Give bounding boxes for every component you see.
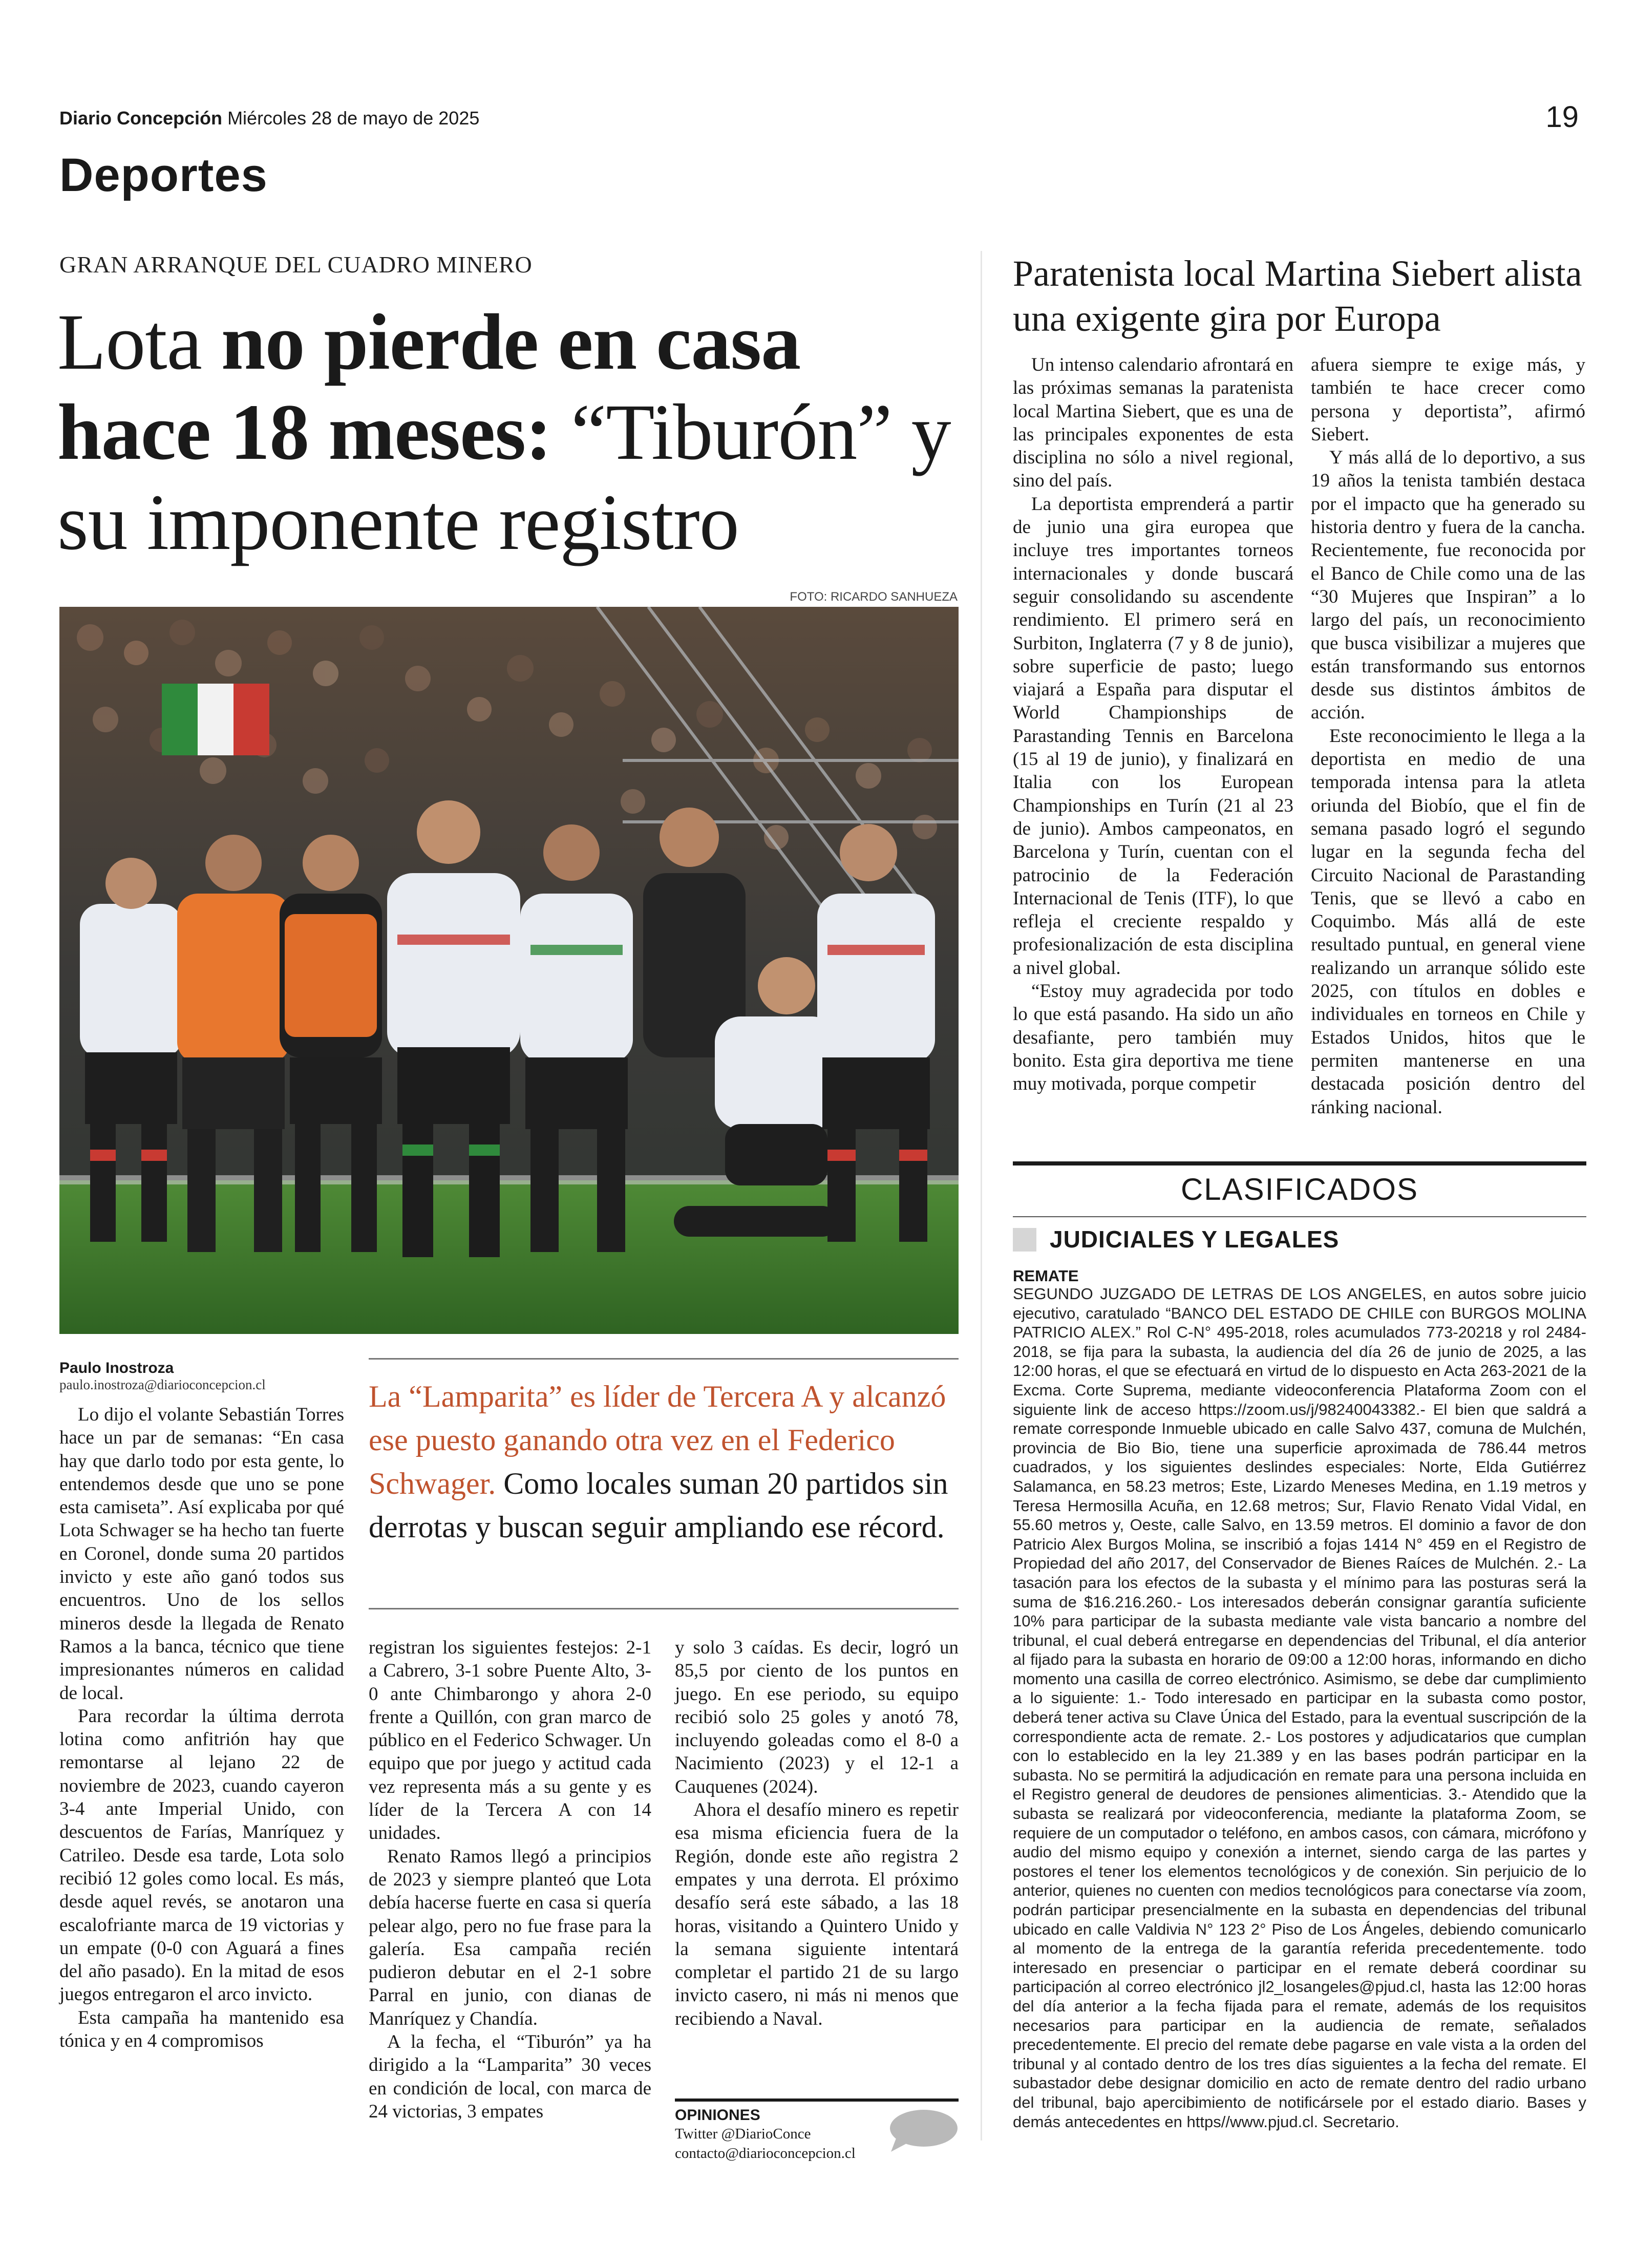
divider xyxy=(1013,1216,1586,1217)
notice-label: REMATE xyxy=(1013,1267,1079,1285)
speech-bubble-icon xyxy=(887,2109,959,2153)
side-column-1 xyxy=(1013,353,1293,1096)
opinions-heading: OPINIONES xyxy=(675,2107,760,2124)
square-icon xyxy=(1013,1228,1036,1252)
deck-text: Como locales suman 20 partidos sin derrotas y buscan seguir ampliando ese récord. xyxy=(369,1467,948,1544)
classifieds-rule xyxy=(1013,1161,1586,1165)
paragraph: Un intenso calendario afrontará en las próximas semanas la paratenista local Martina Siebert, que es una de las principales exponentes de esta disciplina no sólo a nivel regional, sino del país. xyxy=(1013,354,1293,492)
story-deck xyxy=(369,1375,958,1549)
kicker: GRAN ARRANQUE DEL CUADRO MINERO xyxy=(59,251,533,278)
column-divider xyxy=(981,251,982,2140)
author-name: Paulo Inostroza xyxy=(59,1360,174,1376)
issue-date: Miércoles 28 de mayo de 2025 xyxy=(227,108,480,129)
deck-highlight: La “Lamparita” es líder de Tercera A y alcanzó ese puesto ganando otra vez en el Federico Schwager. xyxy=(369,1380,946,1500)
classifieds-subtitle: JUDICIALES Y LEGALES xyxy=(1050,1226,1340,1253)
paragraph: Este reconocimiento le llega a la deportista en medio de una temporada intensa para la atleta oriunda del Biobío, que el fin de semana pasado logró el segundo lugar en la segunda fecha del Circuito Nacional de Parastanding Tenis, que se llevó a cabo en Coquimbo. Más allá de este resultado puntual, en general viene realizando un arranque sólido este 2025, con títulos en dobles e individuales en torneos en Chile y Estados Unidos, hitos que le permiten mantenerse en una destacada posición dentro del ránking nacional. xyxy=(1311,725,1585,1118)
main-headline xyxy=(57,297,969,567)
newspaper-name: Diario Concepción xyxy=(59,108,223,129)
article-column-2 xyxy=(369,1636,651,2123)
headline-part: “Tiburón” y su imponente registro xyxy=(57,388,951,566)
paragraph: Ahora el desafío minero es repetir esa misma eficiencia fuera de la Región, donde este año registra 2 empates y una derrota. El próximo desafío será este sábado, a las 18 horas, visitando a Quintero Unido y la semana siguiente intentará completar el partido 21 de su largo invicto casero, ni más ni menos que recibiendo a Naval. xyxy=(675,1799,959,2029)
classifieds-title: CLASIFICADOS xyxy=(1180,1172,1419,1206)
headline-part: Lota xyxy=(57,298,221,386)
team-celebration-photo xyxy=(59,607,959,1334)
legal-notice-text: SEGUNDO JUZGADO DE LETRAS DE LOS ANGELES, en autos sobre juicio ejecutivo, caratulado “BANCO DEL ESTADO DE CHILE con BURGOS MOLINA PATRICIO ALEX.” Rol C-N° 495-2018, roles acumulados 773-20218 y rol 2484- 2018, se fija para la subasta, la audiencia del día 26 de junio de 2025, a las 12:00 horas, el que se efectuará en virtud de lo dispuesto en Acta 263-2021 de la Excma. Corte Suprema, mediante videoconferencia Plataforma Zoom con el siguiente link de acceso https://zoom.us/j/98240043382.- El bien que saldrá a remate corresponde Inmueble ubicado en calle Salvo 437, comuna de Mulchén, provincia de Bio Bio, tiene una superficie aproximada de 786.44 metros cuadrados, y los siguientes deslindes especiales: Norte, Elda Gutiérrez Salamanca, en 58.23 metros; Este, Lizardo Meneses Medina, en 1.19 metros y Teresa Hermosilla Acuña, en 12.68 metros; Sur, Flavio Renato Vidal Vidal, en 55.60 metros y, Oeste, calle Salvo, en 13.59 metros. El dominio a favor de don Patricio Alex Burgos Molina, se inscribió a fojas 1414 N° 459 en el Registro de Propiedad del año 2017, del Conservador de Bienes Raíces de Mulchén. 2.- La tasación para los efectos de la subasta y el mínimo para las posturas será la suma de $16.216.260.- Los interesados deberán consignar garantía suficiente 10% para participar de la subasta mediante vale vista bancario a nombre del tribunal, el cual deberá entregarse en dependencias del Tribunal, el día anterior al fijado para la subasta en horario de 09:00 a 12:00 horas, informando en dicho momento una casilla de correo electrónico. Asimismo, se debe dar cumplimiento a lo siguiente: 1.- Todo interesado en participar en la subasta como postor, deberá tener activa su Clave Única del Estado, para la eventual suscripción de la correspondiente acta de remate. 2.- Los postores y adjudicatarios que cumplan con lo establecido en la ley 21.389 y en las bases podrán participar en la subasta. No se permitirá la adjudicación en remate para una persona incluida en el Registro general de deudores de pensiones alimenticias. 3.- Atendido que la subasta se realizará por videoconferencia, mediante la plataforma Zoom, se requiere de un computador o teléfono, en ambos casos, con cámara, micrófono y audio del mismo equipo y conexión a internet, siendo carga de las partes y postores el tener los elementos tecnológicos y de conexión. Sin perjuicio de lo anterior, quienes no cuenten con medios tecnológicos para conectarse vía zoom, podrán participar presencialmente en la subasta en dependencias del tribunal ubicado en calle Valdivia N° 123 2° Piso de Los Ángeles, debiendo comunicarlo al momento de la entrega de la garantía referida precedentemente. todo interesado en presenciar o participar en el remate deberá coordinar su participación al correo electrónico jl2_losangeles@pjud.cl, hasta las 12:00 horas del día anterior a la fecha fijada para el remate, además de los requisitos necesarios para participar en la audiencia de remate, señalados precedentemente. El precio del remate debe pagarse en vale vista a la orden del tribunal y al contado dentro de los tres días siguientes a la fecha del remate. El subastador debe designar domicilio en acto de remate dentro del radio urbano del tribunal, bajo apercibimiento de notificársele por el estado diario. Bases y demás antecedentes en https//www.pjud.cl. Secretario. xyxy=(1013,1285,1586,2131)
opinions-rule xyxy=(675,2099,959,2102)
paragraph: Y más allá de lo deportivo, a sus 19 años la tenista también destaca por el impacto que ha generado su historia dentro y fuera de la cancha. Recientemente, fue reconocida por el Banco de Chile como una de las “30 Mujeres que Inspiran” a lo largo del país, un reconocimiento que busca visibilizar a mujeres que están transformando sus entornos desde sus distintos ámbitos de acción. xyxy=(1311,447,1585,724)
paragraph: A la fecha, el “Tiburón” ya ha dirigido a la “Lamparita” 30 veces en condición de local, con marca de 24 victorias, 3 empates xyxy=(369,2031,651,2122)
article-column-3 xyxy=(675,1636,959,2030)
side-headline: Paratenista local Martina Siebert alista una exigente gira por Europa xyxy=(1013,253,1582,339)
paragraph: registran los siguientes festejos: 2-1 a Cabrero, 3-1 sobre Puente Alto, 3-0 ante Chimbarongo y ahora 2-0 frente a Quillón, con gran marco de público en el Federico Schwager. Un equipo que por juego y actitud cada vez representa más a su gente y es líder de la Tercera A con 14 unidades. xyxy=(369,1637,651,1844)
photo-credit: FOTO: RICARDO SANHUEZA xyxy=(790,590,958,604)
byline xyxy=(59,1360,367,1393)
twitter-handle[interactable]: Twitter @DiarioConce xyxy=(675,2126,811,2142)
paragraph: Para recordar la última derrota lotina como anfitrión hay que remontarse al lejano 22 de noviembre de 2023, cuando cayeron 3-4 ante Imperial Unido, con descuentos de Farías, Manríquez y Catrileo. Desde esa tarde, Lota solo recibió 12 goles como local. Es más, desde aquel revés, se anotaron una escalofriante marca de 19 victorias y un empate (0-0 con Aguará a fines del año pasado). En la mitad de esos juegos entregaron el arco invicto. xyxy=(59,1705,344,2005)
contact-email[interactable]: contacto@diarioconcepcion.cl xyxy=(675,2145,856,2161)
section-title: Deportes xyxy=(59,149,268,201)
article-column-1 xyxy=(59,1403,344,2052)
divider xyxy=(369,1608,959,1609)
headline-bold-part: no pierde en casa hace 18 meses: xyxy=(57,298,801,476)
side-column-2 xyxy=(1311,353,1585,1119)
paragraph: “Estoy muy agradecida por todo lo que está pasando. Ha sido un año desafiante, pero también muy bonito. Esta gira deportiva me tiene muy motivada, porque competir xyxy=(1013,981,1293,1095)
paragraph: y solo 3 caídas. Es decir, logró un 85,5 por ciento de los puntos en juego. En ese periodo, su equipo recibió solo 25 goles y anotó 78, incluyendo goleadas como el 8-0 a Nacimiento (2023) y el 12-1 a Cauquenes (2024). xyxy=(675,1637,959,1797)
paragraph: Lo dijo el volante Sebastián Torres hace un par de semanas: “En casa hay que darlo todo por esta gente, lo entendemos desde que uno se pone esta camiseta”. Así explicaba por qué Lota Schwager se ha hecho tan fuerte en Coronel, donde suma 20 partidos invicto y este año ganó todos sus encuentros. Uno de los sellos mineros desde la llegada de Renato Ramos a la banca, técnico que tiene impresionantes números en calidad de local. xyxy=(59,1404,344,1704)
paragraph: Esta campaña ha mantenido esa tónica y en 4 compromisos xyxy=(59,2007,344,2052)
author-email: paulo.inostroza@diarioconcepcion.cl xyxy=(59,1377,266,1392)
opinions-box xyxy=(675,2099,959,2163)
masthead xyxy=(59,108,479,129)
paragraph: Renato Ramos llegó a principios de 2023 y siempre planteó que Lota debía hacerse fuerte en casa si quería pelear algo, pero no fue frase para la galería. Esa campaña recién pudieron debutar en el 2-1 sobre Parral en junio, con dianas de Manríquez y Chandía. xyxy=(369,1846,651,2029)
paragraph: afuera siempre te exige más, y también te hace crecer como persona y deportista”, afirmó Siebert. xyxy=(1311,354,1585,445)
page-number: 19 xyxy=(1545,100,1579,134)
paragraph: La deportista emprenderá a partir de junio una gira europea que incluye tres importantes torneos internacionales y donde buscará seguir consolidando su ascendente rendimiento. El primero será en Surbiton, Inglaterra (7 y 8 de junio), sobre superficie de pasto; luego viajará a España para disputar el World Championships de Parastanding Tennis en Barcelona (15 al 19 de junio), y finalizará en Italia con los European Championships en Turín (21 al 23 de junio). Ambos campeonatos, en Barcelona y Turín, cuentan con el patrocinio de la Federación Internacional de Tenis (ITF), lo que refleja el creciente respaldo y profesionalización de esta disciplina a nivel global. xyxy=(1013,493,1293,979)
divider xyxy=(369,1358,959,1360)
